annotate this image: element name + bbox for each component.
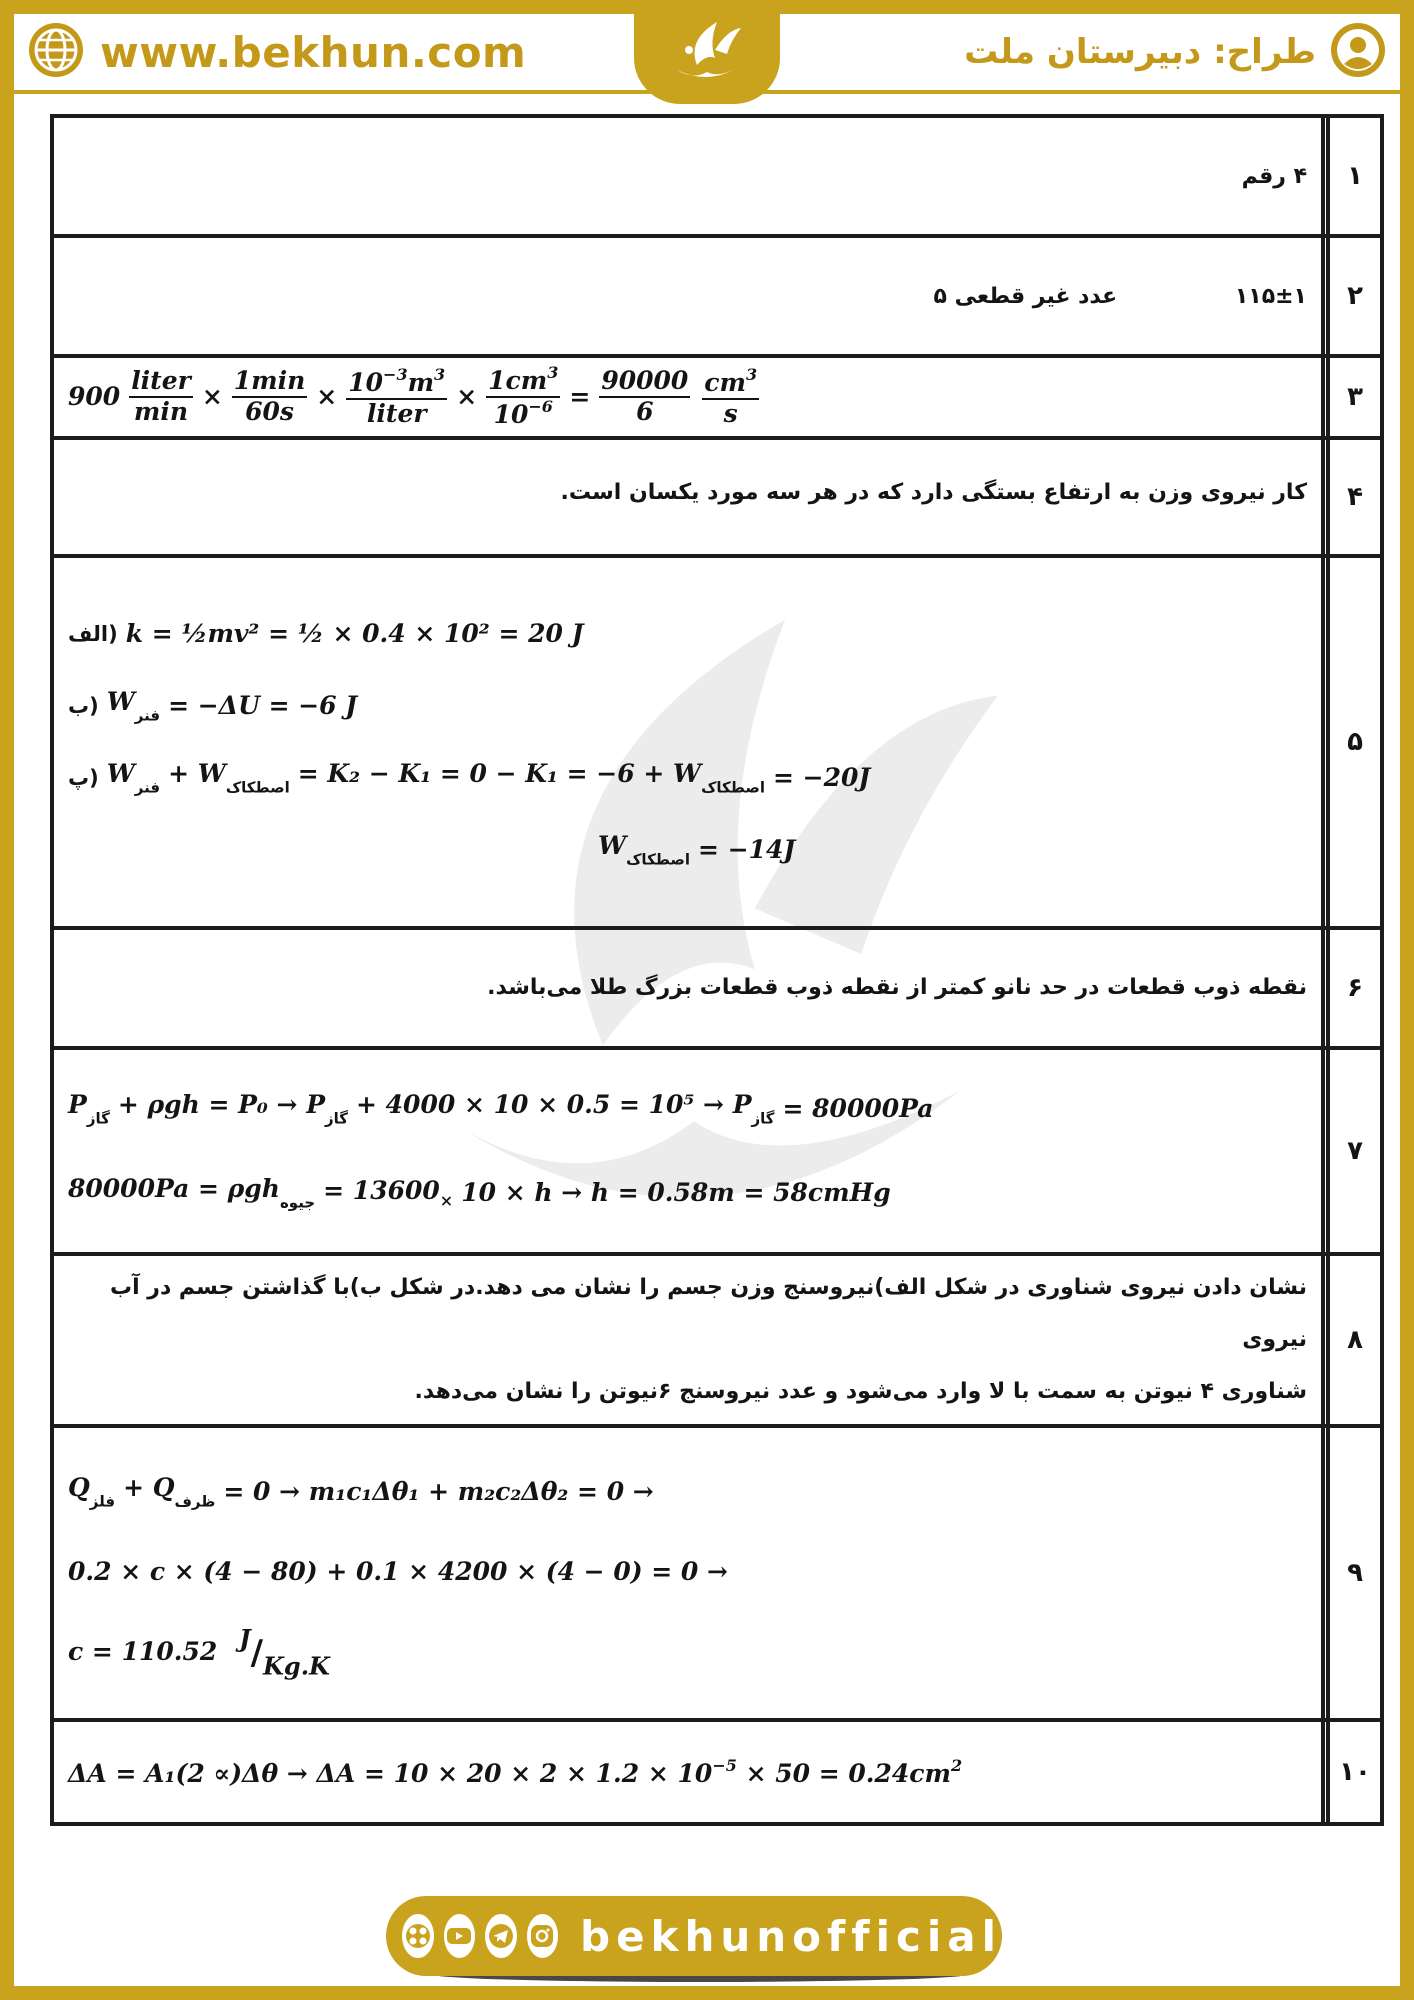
page [14,14,1400,1986]
answer-7 [52,1048,1323,1254]
aparat-icon[interactable] [402,1914,434,1958]
eq5-text-d: = −14J [698,835,796,865]
eq3-exp: 3 [745,364,758,384]
answer-row-3 [52,356,1382,438]
answer-1-text: ۴ رقم [1241,163,1307,189]
answer-5 [52,556,1323,928]
eq5-tag-c: پ) [68,765,99,790]
times-sign: × [456,382,478,412]
eq3-den: min [133,396,189,426]
answer-8 [52,1254,1323,1426]
eq5-line-a [68,598,1307,670]
answer-row-10 [52,1720,1382,1824]
answer-2-text: عدد غیر قطعی ۵ [933,283,1118,309]
row-number-4: ۴ [1328,438,1382,556]
answer-8-line-2: شناوری ۴ نیوتن به سمت با لا وارد می‌شود و عدد نیروسنج ۶نیوتن را نشان می‌دهد. [414,1378,1307,1404]
answer-row-5 [52,556,1382,928]
row-number-2: ۲ [1328,236,1382,356]
eq5-subscript: اصطکاک [626,850,691,869]
answer-6 [52,928,1323,1048]
eq10-text: ΔA = A₁(2 ∝)Δθ → ΔA = 10 × 20 × 2 × 1.2 × 10 [68,1758,713,1788]
eq3-den: 6 [636,396,654,426]
eq3-frac-6 [702,366,759,429]
eq9-symbol: + Q [123,1473,175,1503]
eq3-den: 60s [245,396,294,426]
eq3-den [494,398,553,430]
answer-row-6 [52,928,1382,1048]
eq3-frac-4 [486,364,560,430]
eq9-text: 0.2 × c × (4 − 80) + 0.1 × 4200 × (4 − 0) = 0 → [68,1557,728,1587]
eq7-subscript: گاز [86,1109,110,1128]
website-block[interactable] [26,22,526,82]
row-number-1: ۱ [1328,116,1382,236]
social-handle[interactable]: bekhunofficial [580,1911,1003,1961]
eq7-text: = 80000Pa [782,1094,934,1124]
eq3-exp: 3 [547,363,559,382]
answer-1 [52,116,1323,236]
row-number-7: ۷ [1328,1048,1382,1254]
eq7-symbol: P [68,1090,87,1120]
eq5-line-d [68,814,1307,886]
youtube-icon[interactable] [444,1914,476,1958]
logo-icon [657,14,757,94]
eq3-num [346,366,447,400]
eq9-symbol: Q [68,1473,90,1503]
row-number-5: ۵ [1328,556,1382,928]
eq5-subscript: اصطکاک [225,778,290,797]
answer-2 [52,236,1323,356]
eq3-unit: cm [704,367,746,397]
answer-row-7 [52,1048,1382,1254]
eq5-line-c [68,742,1307,814]
eq7-text: = 13600 [323,1175,440,1205]
answer-4 [52,438,1323,556]
eq7-subscript: گاز [325,1109,349,1128]
eq7-text: 80000Pa = ρgh [68,1174,280,1204]
eq5-text-b: = −ΔU = −6 J [168,691,358,721]
eq3-num: 90000 [599,367,690,398]
eq5-symbol: + W [168,759,226,789]
eq3-value: 900 [68,382,121,412]
eq3-exp: −6 [528,396,553,416]
eq3-frac-5 [599,367,690,427]
designer-block [964,22,1388,82]
times-sign: × [316,382,338,412]
website-url[interactable]: www.bekhun.com [100,27,527,77]
eq7-text: 10 × h → h = 0.58m = 58cmHg [461,1178,891,1208]
eq3-exp: −3 [383,364,408,384]
eq5-text-a: k = ½mv² = ½ × 0.4 × 10² = 20 J [125,619,584,649]
eq3-num: liter [129,367,193,398]
eq10-exp: −5 [712,1755,737,1775]
eq7-subscript: گاز [751,1109,775,1128]
answer-row-8 [52,1254,1382,1426]
answer-row-4 [52,438,1382,556]
answer-row-1 [52,116,1382,236]
answer-row-2 [52,236,1382,356]
answer-row-9 [52,1426,1382,1720]
row-number-8: ۸ [1328,1254,1382,1426]
answer-9 [52,1426,1323,1720]
eq5-line-b [68,670,1307,742]
eq10-text: × 50 = 0.24cm [745,1758,951,1788]
eq9-line-2 [68,1532,1307,1612]
eq9-subscript: فلز [89,1492,116,1511]
eq9-unit-den: Kg.K [263,1651,330,1681]
eq5-text-c: = K₂ − K₁ = 0 − K₁ = −6 + W [297,759,702,789]
eq3-base: 10 [493,400,529,430]
eq5-subscript: اصطکاک [701,778,766,797]
eq5-symbol: W [598,831,627,861]
eq5-text-c-end: = −20J [773,763,871,793]
eq3-den: liter [366,398,427,428]
eq7-text: + ρgh = P₀ → P [117,1090,326,1120]
eq5-tag-b: ب) [68,693,99,718]
user-icon [1328,20,1388,84]
eq3-base: 1cm [488,366,548,396]
equals-sign: = [569,382,591,412]
eq5-symbol: W [106,687,135,717]
eq5-subscript: فنر [134,778,161,797]
answer-4-text: کار نیروی وزن به ارتفاع بستگی دارد که در هر سه مورد یکسان است. [560,479,1307,505]
eq9-line-3 [68,1612,1307,1692]
row-number-10: ۱۰ [1328,1720,1382,1824]
eq5-symbol: W [106,759,135,789]
brand-logo [634,14,780,104]
eq7-subscript: جیوه [279,1193,316,1212]
telegram-icon[interactable] [485,1914,517,1958]
eq3-exp: 3 [434,364,446,384]
eq7-line-2 [68,1151,1307,1235]
eq9-subscript: ظرف [174,1492,216,1511]
row-number-9: ۹ [1328,1426,1382,1720]
eq3-frac-2 [232,367,308,427]
designer-label: طراح: دبیرستان ملت [964,32,1316,72]
eq10-exp: 2 [950,1755,963,1775]
eq9-text: = 0 → m₁c₁Δθ₁ + m₂c₂Δθ₂ = 0 → [223,1477,654,1507]
eq5-tag-a: الف) [68,621,118,646]
instagram-icon[interactable] [527,1914,559,1958]
row-number-6: ۶ [1328,928,1382,1048]
answer-table [50,114,1384,1826]
eq3-num [486,364,560,398]
eq7-times-sub: × [439,1190,454,1210]
eq3-frac-1 [129,367,193,427]
row-number-3: ۳ [1328,356,1382,438]
answer-3-equation [52,356,1323,438]
answer-10 [52,1720,1323,1824]
header [14,14,1400,94]
eq3-num [702,366,759,400]
times-sign: × [201,382,223,412]
eq3-unit: m [407,367,435,397]
eq3-frac-3 [346,366,447,429]
eq7-text: + 4000 × 10 × 0.5 = 10⁵ → P [356,1090,752,1120]
answer-6-text: نقطه ذوب قطعات در حد نانو کمتر از نقطه ذوب قطعات بزرگ طلا می‌باشد. [487,975,1307,1001]
eq3-den: s [723,398,738,428]
eq9-unit-num: J [239,1623,251,1653]
answer-2-value: ۱۱۵±۱ [1234,283,1307,309]
social-footer [386,1896,1002,1976]
answer-8-line-1: نشان دادن نیروی شناوری در شکل الف)نیروسنج وزن جسم را نشان می دهد.در شکل ب)با گذاشتن جسم در آب نیروی [110,1274,1307,1352]
eq7-line-1 [68,1067,1307,1151]
eq3-num: 1min [232,367,308,398]
eq9-text: c = 110.52 [68,1637,218,1667]
globe-icon [26,20,86,84]
eq9-unit-slash: / [250,1632,264,1673]
eq3-base: 10 [348,367,384,397]
eq9-line-1 [68,1452,1307,1532]
eq5-subscript: فنر [134,706,161,725]
